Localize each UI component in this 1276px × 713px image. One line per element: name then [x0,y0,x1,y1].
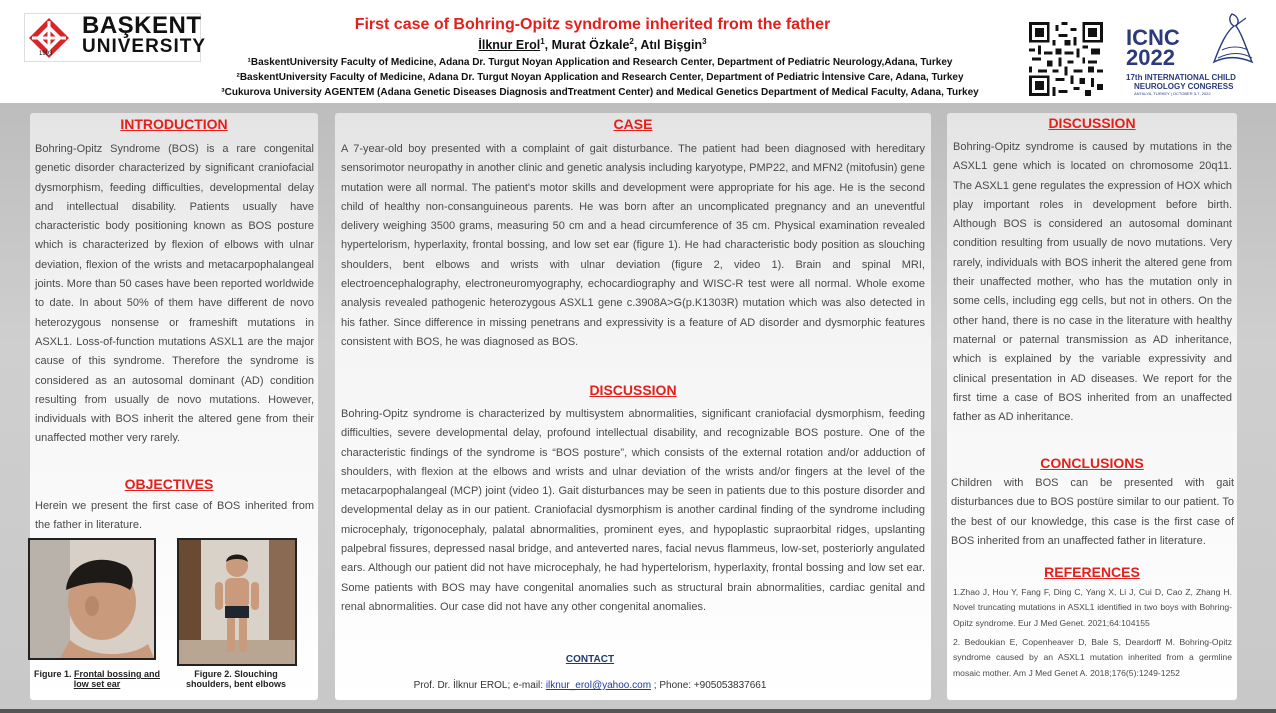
discussion-right-title: DISCUSSION [1048,115,1136,131]
discussion-right-text: Bohring-Opitz syndrome is caused by mutations in the ASXL1 gene which is located on chromosome 20q11. The ASXL1 gene regulates the expression of HOX which play important roles in development before birth. Although BOS is considered an autosomal dominant condition resulting from usually de novo mutations. Very rarely, individuals with BOS inherit the altered gene from their unaffected mother, who has the mutation only in some cells, including egg cells, but not in others. On the other hand, there is no case in the literature with healthy maternal or paternal transmission as AD inheritance, which is explained by the variable expressivity and clinical presentation in AD diseases. We report for the first time a case of BOS inherited from an unaffected father as AD inheritance. [953,141,1232,424]
dervish-icon [1202,10,1260,72]
affiliation-1: ¹BaskentUniversity Faculty of Medicine, Adana Dr. Turgut Noyan Application and Research Center, Department of Pediatric Neurology,Adana, Turkey [247,57,953,68]
references-title: REFERENCES [1044,564,1140,580]
objectives-title: OBJECTIVES [124,476,214,492]
congress-line3: ANTALYA, TURKEY | OCTOBER 3-7, 2022 [1134,91,1211,96]
conclusions-title: CONCLUSIONS [1040,455,1144,471]
figure-1-caption-line1: Frontal bossing and [74,669,161,679]
congress-name-line2: 2022 [1126,45,1175,70]
logo-line2: UNIVERSITY [82,36,207,57]
author-name: İlknur Erol [478,38,541,53]
figure-2-caption-line2: shoulders, bent elbows [185,679,286,689]
case-title: CASE [613,116,653,132]
contact-email-link[interactable]: ilknur_erol@yahoo.com [545,680,652,691]
contact-suffix: ; Phone: +905053837661 [651,680,767,691]
figure-1-caption [28,669,166,689]
figure-2-caption-line1: Slouching [234,669,278,679]
author-name: Atıl Bişgin [640,38,703,53]
figure-2-image [177,538,297,666]
congress-line2: NEUROLOGY CONGRESS [1134,82,1234,91]
conclusions-text: Children with BOS can be presented with gait disturbances due to BOS postüre similar to our patient. To the best of our knowledge, this case is the first case of BOS inherited from an unaffected father in literature. [951,477,1234,547]
logo-wordmark [82,12,207,57]
figure-1-label: Figure 1. [33,669,72,679]
discussion-center-title: DISCUSSION [589,382,677,398]
bottom-border [0,709,1276,713]
figure-1-caption-line2: low set ear [73,679,121,689]
introduction-title: INTRODUCTION [120,116,228,132]
affiliation-2: ²BaskentUniversity Faculty of Medicine, Adana Dr. Turgut Noyan Application and Research Center, Department of Pediatric İntensive Care, Adana, Turkey [236,72,964,83]
affiliation-3: ³Cukurova University AGENTEM (Adana Genetic Diseases Diagnosis andTreatment Center) and Medical Genetics Department of Medical Faculty, Adana, Turkey [221,87,979,98]
author-sup: 1 [540,37,545,46]
congress-subtitle [1126,73,1266,97]
introduction-text: Bohring-Opitz Syndrome (BOS) is a rare congenital genetic disorder characterized by significant craniofacial dysmorphism, feeding difficulties, developmental delay and intellectual disability. Patients usually have characteristic body positioning known as BOS posture which is characterized by flexion of elbows with ulnar deviation, flexion of the wrists and metacarpophalangeal joints. More than 50 cases have been reported worldwide to date. In about 50% of them have different de novo heterozygous nonsense or frameshift mutations in ASXL1. Loss-of-function mutations ASXL1 are the major cause of this syndrome. Therefore the syndrome is considered as an autosomal dominant (AD) condition resulting from usually de novo mutations. However, individuals with BOS inherit the altered gene from their unaffected mother very rarely. [35,143,314,445]
poster-header [0,0,1276,103]
congress-name-line1: ICNC [1126,25,1180,50]
qr-code-icon [1028,22,1104,96]
author-name: Murat Özkale [551,38,630,53]
logo-year: 1993 [39,51,53,57]
congress-logo [1122,10,1262,100]
figure-2-label: Figure 2. [194,669,232,679]
reference-2: 2. Bedoukian E, Copenheaver D, Bale S, Deardorff M. Bohring-Opitz syndrome caused by an ASXL1 mutation inherited from a germline mosaic mother. Am J Med Genet A. 2018;176(5):1249-1252 [953,637,1232,678]
boy-profile-photo [30,540,154,658]
university-logo [24,12,207,62]
figure-1-image [28,538,156,660]
reference-1: 1.Zhao J, Hou Y, Fang F, Ding C, Yang X, Li J, Cui D, Cao Z, Zhang H. Novel truncating mutations in ASXL1 identified in two boys with Bohring-Opitz syndrome. Eur J Med Genet. 2021;64:104155 [953,587,1232,628]
case-text: A 7-year-old boy presented with a complaint of gait disturbance. The patient had been diagnosed with hereditary sensorimotor neuropathy in another clinic and genetic analysis including karyotype, PMP22, and MFN2 (mitofusin) gene mutation were all normal. The patient's motor skills and development were appropriate for his age. He is the second child of healthy non-consanguineous parents. He was born after an uncomplicated pregnancy and an uneventful delivery weighing 3500 grams, measuring 50 cm and a head circumference of 35 cm. Physical examination revealed hypertelorism, hyperlaxity, frontal bossing, and low set ear (figure 1). He had characteristic body position as slouching shoulders, bent elbows and wrists with ulnar deviation (figure 2, video 1). Brain and spinal MRI, electroencephalography, electroneuromyography, echocardiography and WISC-R test were all normal. Whole exome analysis revealed pathogenic heterozygous ASXL1 gene c.3908A>G(p.K1303R) mutation which was also detected in his father. Since difference in missing penetrans and expressivity is a feature of AD disorder and dysmorphic features consistent with BOS, he was diagnosed as BOS. [341,143,925,348]
congress-name [1126,25,1180,70]
discussion-center-text: Bohring-Opitz syndrome is characterized by multisystem abnormalities, significant craniofacial dysmorphism, feeding difficulties, severe developmental delay, profound intellectual disability, and recognizable BOS posture. One of the characteristic findings of the syndrome is “BOS posture”, which consists of the external rotation and/or adduction of shoulders, with flexion at the elbows and wrists and ulnar deviation of the wrists and/or fingers at the level of the metacarpophalangeal (MCP) joint (video 1). Gait disturbances may be seen in patients due to this posture disorder and developmental delay as in our patient. Craniofacial dysmorphism is another cardinal finding of the syndrome including microcephaly, trigonocephaly, palatal abnormalities, prominent eyes, and hypoplastic supraorbital ridges, upslanting palpebral fissures, depressed nasal bridge, and anteverted nares, facial nevus flammeus, low-set, posteriorly angulated ears. Although our patient did not have microcephaly, he had hypertelorism, hyperlaxity, frontal bossing and low set ear. Some patients with BOS may have congenital anomalies such as structural brain abnormalities, cardiac genital and renal abnormalities. Our case did not have any other congenital anomalies. [341,408,925,613]
author-list: İlknur Erol$^1$, Murat Özkale$^2$, Atıl Bişgin$^3$ [478,37,707,53]
contact-title: CONTACT [565,654,615,665]
author-sup: 2 [629,37,634,46]
author-sup: 3 [702,37,707,46]
congress-line1: 17th INTERNATIONAL CHILD [1126,73,1236,82]
figure-2-caption [172,669,300,689]
objectives-text: Herein we present the first case of BOS inherited from the father in literature. [35,500,314,532]
poster-title: First case of Bohring-Opitz syndrome inherited from the father [354,16,831,33]
contact-line [350,680,830,691]
contact-prefix: Prof. Dr. İlknur EROL; e-mail: [413,680,546,691]
logo-line1: BAŞKENT [82,12,202,39]
boy-standing-photo [179,540,295,664]
